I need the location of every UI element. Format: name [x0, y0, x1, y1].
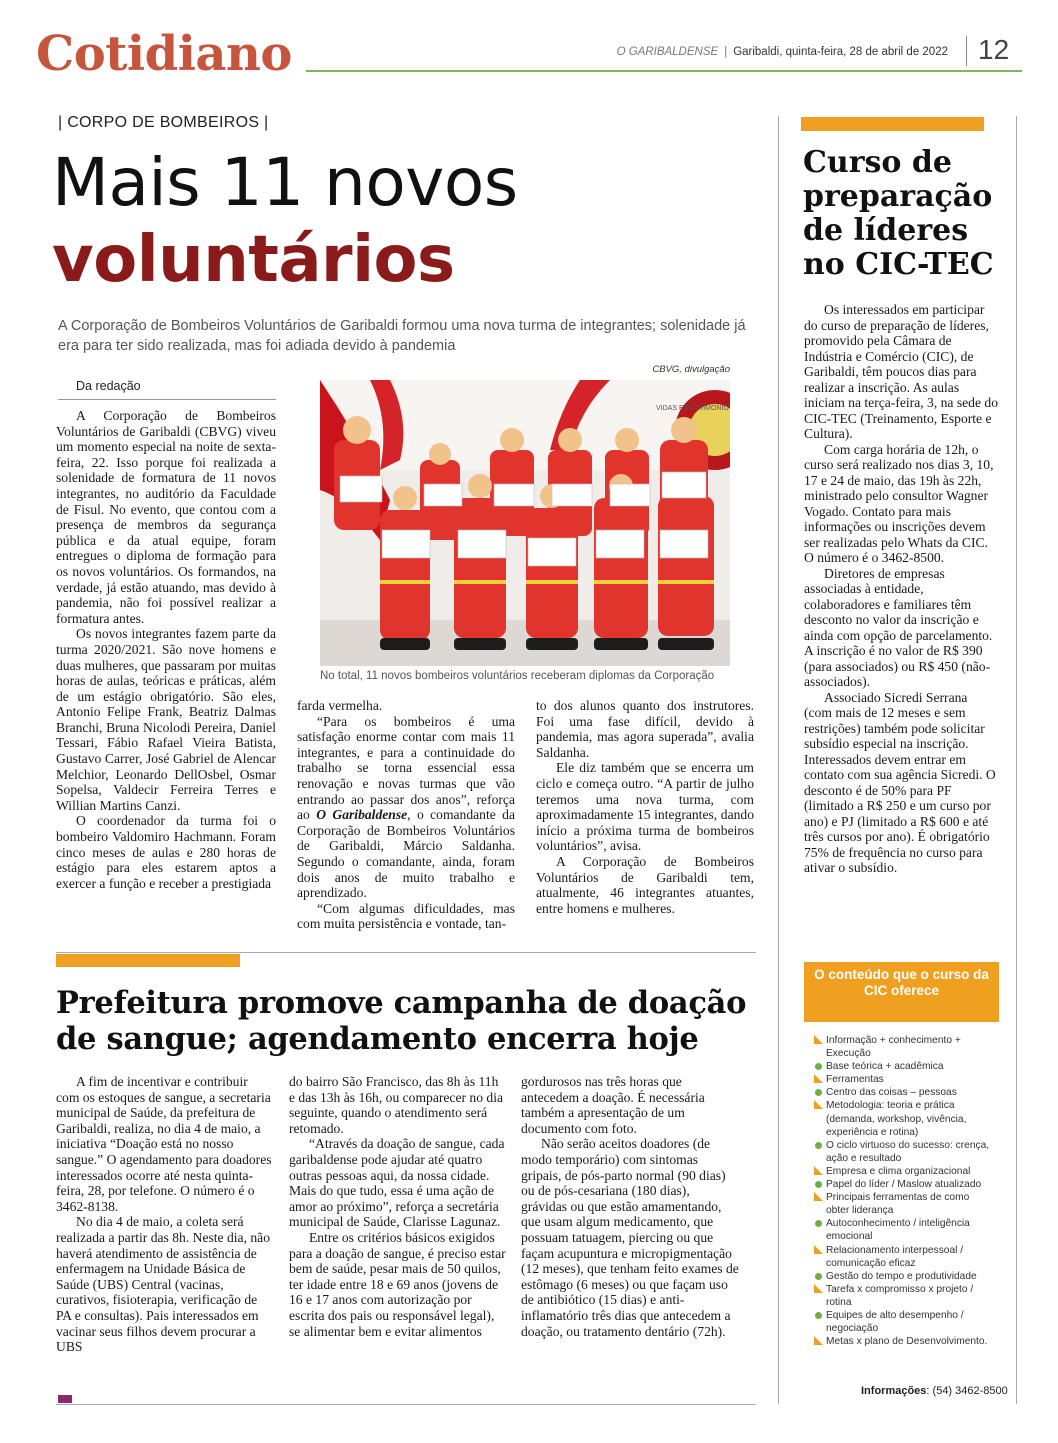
course-content-text: Centro das coisas – pessoas	[826, 1087, 957, 1099]
course-content-text: Papel do líder / Maslow atualizado	[826, 1179, 982, 1191]
header-meta: O GARIBALDENSE | Garibaldi, quinta-feira, 28 de abril de 2022	[616, 46, 948, 58]
article2-column-2	[289, 1074, 507, 1339]
triangle-bullet-icon	[814, 1284, 823, 1293]
paragraph: A Corporação de Bombeiros Voluntários de Garibaldi tem, atualmente, 46 integrantes atuantes, entre homens e mulheres.	[536, 853, 754, 916]
paragraph: “Através da doação de sangue, cada garibaldense pode ajudar até quatro outras pessoas aqui, da nossa cidade. Mais do que tudo, essa é uma ação de amor ao próximo”, reforça a secretária municipal de Saúde, Clarisse Lagunaz.	[289, 1136, 505, 1230]
course-content-box-title: O conteúdo que o curso da CIC oferece	[804, 962, 999, 1022]
article-headline-line2: voluntários	[52, 223, 455, 297]
course-content-list	[826, 1034, 992, 1348]
photo-credit: CBVG, divulgação	[652, 364, 730, 375]
course-content-item	[826, 1165, 992, 1178]
article-kicker: | CORPO DE BOMBEIROS |	[58, 114, 269, 131]
newspaper-name: O Garibaldense	[316, 807, 408, 823]
course-content-text: Relacionamento interpessoal / comunicação eficaz	[826, 1244, 964, 1269]
dot-bullet-icon	[815, 1181, 822, 1188]
article2-column-3	[521, 1074, 739, 1339]
course-content-text: Gestão do tempo e produtividade	[826, 1270, 977, 1282]
course-content-item	[826, 1034, 992, 1060]
paragraph	[297, 714, 515, 901]
triangle-bullet-icon	[814, 1245, 823, 1254]
contact-label: Informações	[861, 1385, 927, 1397]
dot-bullet-icon	[815, 1273, 822, 1280]
course-content-item	[826, 1335, 992, 1348]
section-name: Cotidiano	[36, 26, 292, 82]
contact-phone: : (54) 3462-8500	[926, 1385, 1008, 1397]
section-divider	[56, 952, 756, 953]
page-marker	[58, 1395, 72, 1403]
paragraph: Não serão aceitos doadores (de modo temporário) com sintomas gripais, de pós-parto normal (90 dias) ou de pós-cesariana (180 dias), grávidas ou que estão amamentando, que usam algum medicamento, que possuam tatuagem, piercing ou que façam acupuntura e micropigmentação (12 meses), que tenham feito exames de estômago (6 meses) ou que façam uso de antibiótico (15 dias) e anti-inflamatório três dias que antecedem a doação, ou tratamento dentário (72h).	[521, 1136, 739, 1339]
course-content-text: Equipes de alto desempenho / negociação	[826, 1309, 964, 1335]
triangle-bullet-icon	[814, 1035, 823, 1044]
dot-bullet-icon	[815, 1220, 822, 1227]
course-content-item	[826, 1073, 992, 1086]
paragraph-continued: do bairro São Francisco, das 8h às 11h e das 13h às 16h, ou comparecer no dia seguinte, quando o atendimento será retomado.	[289, 1074, 504, 1136]
course-content-text: Base teórica + acadêmica	[826, 1061, 944, 1073]
article-column-2	[297, 698, 515, 932]
dateline: Garibaldi, quinta-feira, 28 de abril de 2022	[733, 46, 948, 58]
course-content-text: Metas x plano de Desenvolvimento.	[826, 1336, 988, 1348]
byline: Da redação	[76, 379, 141, 393]
article2-headline: Prefeitura promove campanha de doação de sangue; agendamento encerra hoje	[56, 985, 747, 1057]
sidebar-title: Curso de preparação de líderes no CIC-TEC	[803, 145, 994, 282]
course-content-text: O ciclo virtuoso do sucesso: crença, ação e resultado	[826, 1139, 990, 1164]
paragraph: No dia 4 de maio, a coleta será realizada a partir das 8h. Neste dia, não haverá atendimento de assistência de enfermagem na Unidade Básica de Saúde (UBS) Central (vacinas, curativos, fisioterapia, verificação de PA e consultas). Pais interessados em vacinar seus filhos devem procurar a UBS	[56, 1214, 271, 1355]
dot-bullet-icon	[815, 1089, 822, 1096]
firefighters-photo	[320, 380, 730, 666]
paragraph-continued: to dos alunos quanto dos instrutores. Foi uma fase difícil, devido à pandemia, mas agora superada”, avalia Saldanha.	[536, 698, 754, 760]
course-content-item	[826, 1086, 992, 1099]
paragraph: Os novos integrantes fazem parte da turma 2020/2021. São nove homens e duas mulheres, que passaram por muitas horas de aulas, teóricas e práticas, além de um estágio obrigatório. São eles, Antonio Felipe Frank, Beatriz Dalmas Branchi, Bruna Nicolodi Pereira, Daniel Tessari, Fábio Rafael Vieira Batista, Gustavo Carrer, José Gabriel de Alencar Melchior, Leonardo DellOsbel, Osmar Sopelsa, Valdecir Ferreira Terres e Willian Martins Canzi.	[56, 626, 276, 813]
paragraph: Ele diz também que se encerra um ciclo e começa outro. “A partir de julho teremos uma nova turma, com aproximadamente 15 integrantes, dando início a próxima turma de bombeiros voluntários”, avisa.	[536, 760, 754, 854]
course-content-item	[826, 1099, 992, 1138]
header-divider	[966, 36, 967, 66]
course-content-item	[826, 1139, 992, 1165]
triangle-bullet-icon	[814, 1166, 823, 1175]
course-content-text: Empresa e clima organizacional	[826, 1165, 971, 1177]
triangle-bullet-icon	[814, 1100, 823, 1109]
article2-accent-bar	[56, 954, 240, 967]
course-content-text: Informação + conhecimento + Execução	[826, 1035, 961, 1060]
article2-column-1	[56, 1074, 274, 1355]
header-rule	[306, 70, 1022, 72]
dot-bullet-icon	[815, 1142, 822, 1149]
course-content-text: Tarefa x compromisso x projeto / rotina	[826, 1283, 974, 1308]
paragraph: “Com algumas dificuldades, mas com muita persistência e vontade, tan-	[297, 900, 515, 932]
course-content-item	[826, 1191, 992, 1217]
bottom-rule	[56, 1404, 756, 1405]
paragraph: A Corporação de Bombeiros Voluntários de Garibaldi (CBVG) viveu um momento especial na noite de sexta-feira, 22. Isso porque foi realizada a solenidade de formatura de 11 novos integrantes, no auditório da Faculdade de Fisul. No evento, que contou com a presença de membros da segurança pública e da atual equipe, foram entregues o diploma de formação para os novos voluntários. Os formandos, na verdade, já estão atuando, mas devido à pandemia, não foi possível realizar a formatura antes.	[56, 408, 276, 626]
course-content-item	[826, 1178, 992, 1191]
byline-rule	[58, 399, 276, 400]
contact-info	[861, 1385, 1008, 1397]
course-content-item	[826, 1060, 992, 1073]
article-subhead: A Corporação de Bombeiros Voluntários de Garibaldi formou uma nova turma de integrantes; solenidade já era para ter sido realizada, mas foi adiada devido à pandemia	[58, 318, 746, 354]
paragraph: Associado Sicredi Serrana (com mais de 12 meses e sem restrições) também pode solicitar subsídio especial na inscrição. Interessados devem entrar em contato com sua agência Sicredi. O desconto é de 50% para PF (limitado a R$ 250 e um curso por ano) e PJ (limitado a R$ 600 e até três cursos por ano). É obrigatório 75% de frequência no curso para ativar o subsídio.	[804, 689, 996, 875]
triangle-bullet-icon	[814, 1074, 823, 1083]
dot-bullet-icon	[815, 1312, 822, 1319]
paragraph-continued: farda vermelha.	[297, 698, 383, 713]
sidebar-accent-bar	[801, 117, 984, 131]
triangle-bullet-icon	[814, 1192, 823, 1201]
course-content-item	[826, 1309, 992, 1335]
course-content-item	[826, 1217, 992, 1243]
paragraph: A fim de incentivar e contribuir com os estoques de sangue, a secretaria municipal de Saúde, da prefeitura de Garibaldi, realiza, no dia 4 de maio, a iniciativa “Doação está no nosso sangue.” O agendamento para doadores interessados ocorre até nesta quinta-feira, 28, por telefone. O número é o 3462-8138.	[56, 1074, 272, 1214]
paragraph: Com carga horária de 12h, o curso será realizado nos dias 3, 10, 17 e 24 de maio, das 19h às 22h, ministrado pelo consultor Wagner Vogado. Contato para mais informações ou inscrições devem ser realizadas pelo Whats da CIC. O número é o 3462-8500.	[804, 441, 994, 565]
photo-banner-text: VIDAS E PATRIMÔNIO	[656, 405, 729, 412]
publication-name: O GARIBALDENSE	[616, 46, 719, 58]
paragraph: Os interessados em participar do curso de preparação de líderes, promovido pela Câmara de Indústria e Comércio (CIC), de Garibaldi, têm poucos dias para realizar a inscrição. As aulas iniciam na terça-feira, 3, na sede do CIC-TEC (Treinamento, Esporte e Cultura).	[804, 302, 998, 441]
article-headline-line1: Mais 11 novos	[52, 144, 518, 221]
course-content-text: Principais ferramentas de como obter liderança	[826, 1192, 970, 1217]
paragraph: Diretores de empresas associadas à entidade, colaboradores e familiares têm desconto no valor da inscrição e ainda com opção de parcelamento. A inscrição é no valor de R$ 390 (para associados) ou R$ 450 (não-associados).	[804, 565, 993, 689]
sidebar-body	[804, 302, 998, 876]
course-content-text: Metodologia: teoria e prática (demanda, workshop, vivência, experiência e rotina)	[826, 1100, 967, 1138]
paragraph: Entre os critérios básicos exigidos para a doação de sangue, é preciso estar bem de saúde, pesar mais de 50 quilos, ter idade entre 18 e 69 anos (jovens de 16 e 17 anos com autorização por escrita dos pais ou responsável legal), se alimentar bem e evitar alimentos	[289, 1229, 506, 1339]
paragraph: O coordenador da turma foi o bombeiro Valdomiro Hachmann. Foram cinco meses de aulas e 280 horas de estágio para eles estarem aptos a exercer a função e receber a prestigiada	[56, 813, 276, 891]
course-content-item	[826, 1244, 992, 1270]
photo-caption: No total, 11 novos bombeiros voluntários receberam diplomas da Corporação	[320, 670, 715, 682]
triangle-bullet-icon	[814, 1336, 823, 1345]
article-column-1	[56, 408, 276, 891]
sidebar-rule-left	[778, 116, 779, 1404]
quote-text: “Para os bombeiros é uma satisfação enorme contar com mais 11 integrantes, e para a continuidade do trabalho se torna essencial essa renovação e novas turmas que vão entrando ao passar dos anos”, reforça ao	[297, 713, 515, 823]
page-number: 12	[978, 34, 1010, 65]
course-content-item	[826, 1270, 992, 1283]
quote-text-rest: , o comandante da Corporação de Bombeiros Voluntários de Garibaldi, Márcio Saldanha. Segundo o comandante, ainda, foram dois anos de muito trabalho e aprendizado.	[297, 807, 515, 901]
course-content-text: Ferramentas	[826, 1074, 884, 1086]
paragraph-continued: gordurosos nas três horas que antecedem a doação. É necessária também a apresentação de um documento com foto.	[521, 1074, 705, 1136]
course-content-text: Autoconhecimento / inteligência emocional	[826, 1218, 970, 1243]
firefighters-illustration	[320, 380, 730, 666]
course-content-item	[826, 1283, 992, 1309]
sidebar-rule-right	[1016, 116, 1017, 1404]
dot-bullet-icon	[815, 1063, 822, 1070]
article-column-3	[536, 698, 754, 916]
